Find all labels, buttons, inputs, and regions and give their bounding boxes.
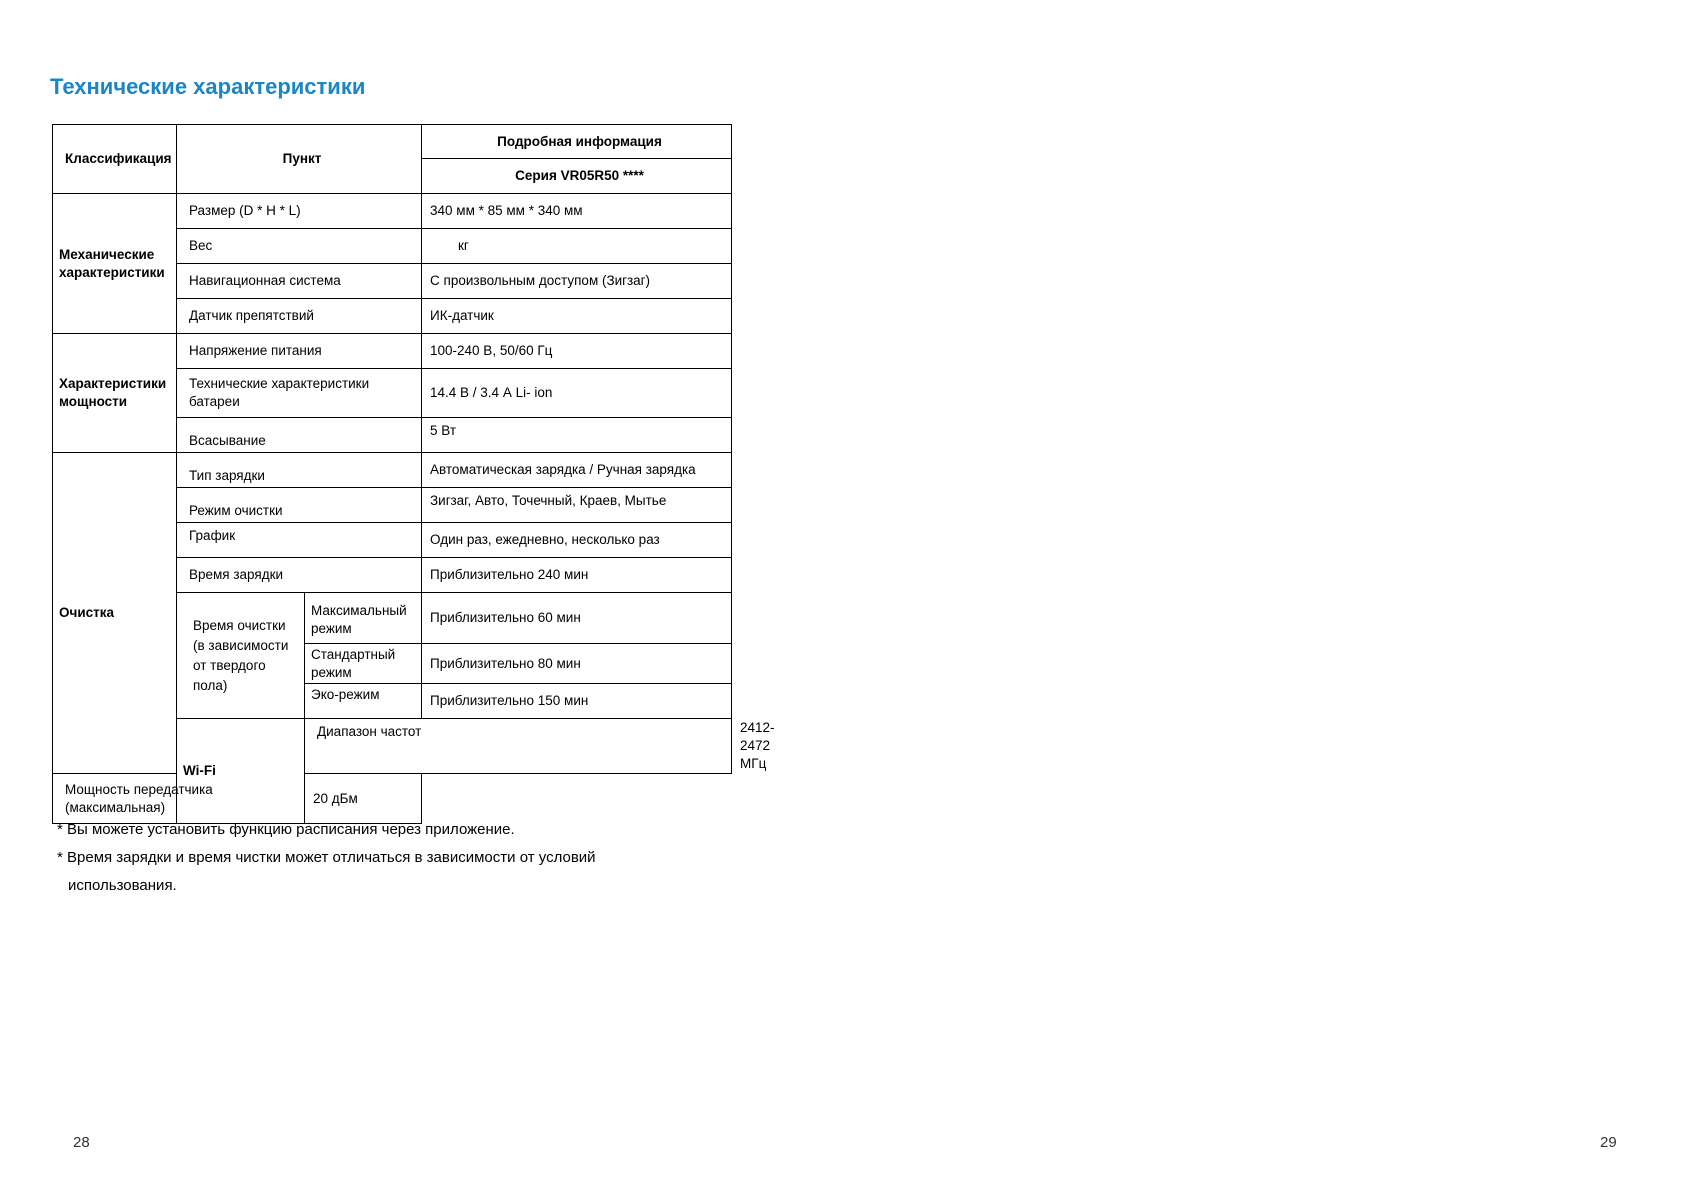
header-item: Пункт bbox=[177, 125, 422, 194]
group-cleaning: Очистка bbox=[53, 453, 177, 774]
value-supply-voltage: 100-240 В, 50/60 Гц bbox=[422, 334, 732, 369]
table-row bbox=[53, 194, 732, 229]
value-charging-time: Приблизительно 240 мин bbox=[422, 558, 732, 593]
item-frequency-range: Диапазон частот bbox=[305, 719, 732, 774]
item-supply-voltage: Напряжение питания bbox=[177, 334, 422, 369]
value-charging-type: Автоматическая зарядка / Ручная зарядка bbox=[422, 453, 732, 488]
header-row bbox=[53, 125, 732, 159]
value-standard-mode: Приблизительно 80 мин bbox=[422, 644, 732, 684]
value-eco-mode: Приблизительно 150 мин bbox=[422, 684, 732, 719]
item-weight: Вес bbox=[177, 229, 422, 264]
value-suction: 5 Вт bbox=[422, 418, 732, 453]
sub-max-mode: Максимальный режим bbox=[305, 593, 422, 644]
value-size: 340 мм * 85 мм * 340 мм bbox=[422, 194, 732, 229]
value-transmitter-power: 20 дБм bbox=[305, 774, 422, 824]
item-battery: Технические характеристики батареи bbox=[177, 369, 422, 418]
table-row bbox=[53, 453, 732, 488]
footnote-schedule: * Вы можете установить функцию расписания через приложение. bbox=[57, 821, 515, 838]
item-cleaning-mode: Режим очистки bbox=[177, 488, 422, 523]
value-obstacle-sensor: ИК-датчик bbox=[422, 299, 732, 334]
item-suction: Всасывание bbox=[177, 418, 422, 453]
sub-standard-mode: Стандартный режим bbox=[305, 644, 422, 684]
item-transmitter-power: Мощность передатчика (максимальная) bbox=[53, 774, 305, 824]
page-number-left: 28 bbox=[73, 1134, 90, 1151]
item-navigation: Навигационная система bbox=[177, 264, 422, 299]
group-wifi: Wi-Fi bbox=[177, 719, 305, 824]
specifications-table bbox=[52, 124, 775, 824]
header-series: Серия VR05R50 **** bbox=[422, 159, 732, 194]
value-weight: кг bbox=[422, 229, 732, 264]
table-row bbox=[53, 334, 732, 369]
item-charging-time: Время зарядки bbox=[177, 558, 422, 593]
item-charging-type: Тип зарядки bbox=[177, 453, 422, 488]
footnote-charging-time: * Время зарядки и время чистки может отличаться в зависимости от условий bbox=[57, 849, 596, 866]
value-battery: 14.4 В / 3.4 А Li- ion bbox=[422, 369, 732, 418]
item-obstacle-sensor: Датчик препятствий bbox=[177, 299, 422, 334]
value-schedule: Один раз, ежедневно, несколько раз bbox=[422, 523, 732, 558]
page-number-right: 29 bbox=[1600, 1134, 1617, 1151]
footnote-charging-time-continued: использования. bbox=[68, 877, 177, 894]
header-classification: Классификация bbox=[53, 125, 177, 194]
item-schedule: График bbox=[177, 523, 422, 558]
footnotes bbox=[57, 816, 596, 900]
table-row: Wi-Fi Диапазон частот 2412-2472 МГц bbox=[53, 719, 732, 774]
item-size: Размер (D * H * L) bbox=[177, 194, 422, 229]
header-details: Подробная информация bbox=[422, 125, 732, 159]
page-title: Технические характеристики bbox=[50, 74, 366, 99]
group-mechanical: Механические характеристики bbox=[53, 194, 177, 334]
item-cleaning-time: Время очистки (в зависимости от твердого пола) bbox=[177, 593, 305, 719]
group-power: Характеристики мощности bbox=[53, 334, 177, 453]
sub-eco-mode: Эко-режим bbox=[305, 684, 422, 719]
value-cleaning-mode: Зигзаг, Авто, Точечный, Краев, Мытье bbox=[422, 488, 732, 523]
value-navigation: С произвольным доступом (Зигзаг) bbox=[422, 264, 732, 299]
value-max-mode: Приблизительно 60 мин bbox=[422, 593, 732, 644]
